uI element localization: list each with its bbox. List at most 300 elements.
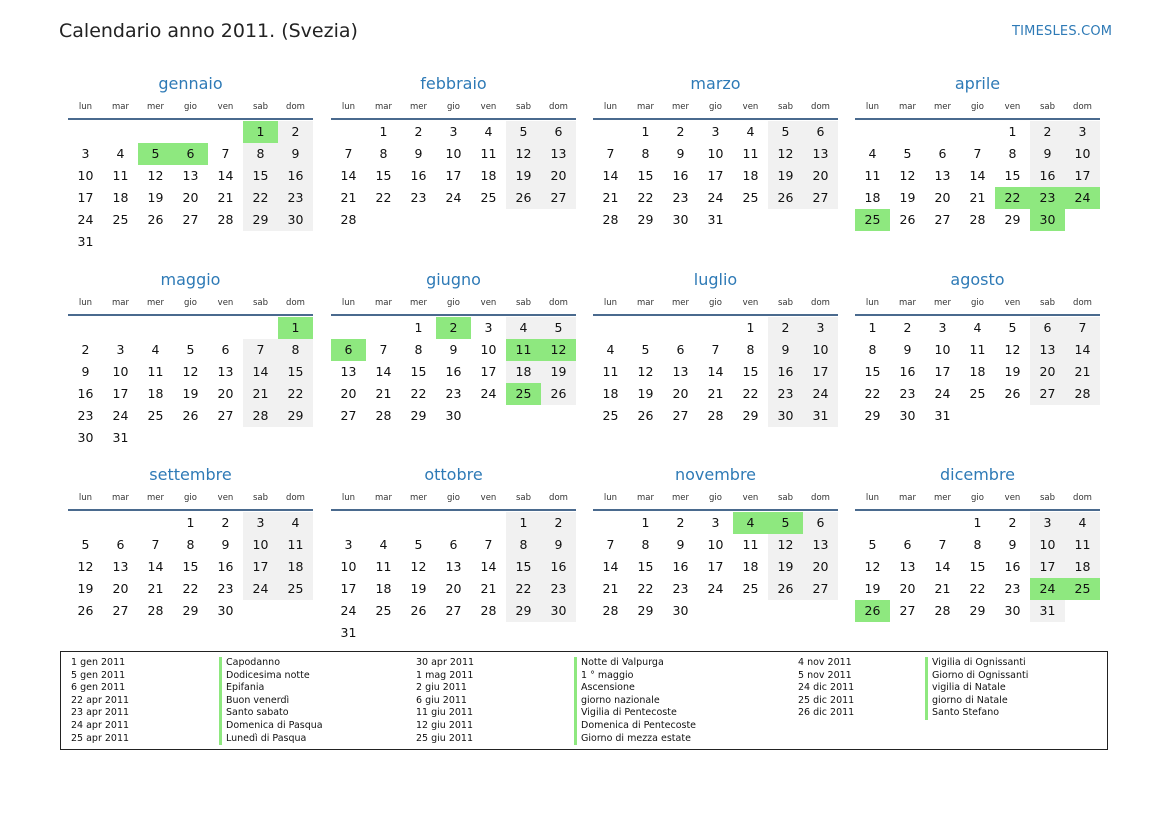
day-cell: 7 bbox=[606, 146, 615, 161]
day-cell: 29 bbox=[410, 408, 427, 423]
month-gennaio bbox=[68, 70, 313, 253]
month-name: ottobre bbox=[424, 465, 483, 484]
day-cell: 3 bbox=[81, 146, 90, 161]
weekday-label: gio bbox=[447, 493, 460, 503]
day-cell: 13 bbox=[1030, 339, 1065, 361]
day-cell: 24 bbox=[707, 581, 724, 596]
day-cell: 15 bbox=[742, 364, 759, 379]
legend-holiday-name: Domenica di Pasqua bbox=[226, 719, 323, 731]
weekday-label: ven bbox=[742, 298, 759, 308]
day-cell: 17 bbox=[707, 168, 724, 183]
day-cell: 18 bbox=[1065, 556, 1100, 578]
day-cell: 26 bbox=[182, 408, 199, 423]
day-cell: 24 bbox=[445, 190, 462, 205]
month-aprile bbox=[855, 70, 1100, 231]
day-cell: 27 bbox=[934, 212, 951, 227]
day-cell: 14 bbox=[243, 361, 278, 383]
day-cell: 29 bbox=[742, 408, 759, 423]
day-cell: 23 bbox=[672, 581, 689, 596]
day-cell: 10 bbox=[1065, 143, 1100, 165]
day-spacer bbox=[925, 512, 960, 534]
legend-date: 4 nov 2011 bbox=[798, 657, 852, 668]
day-cell: 27 bbox=[803, 578, 838, 600]
day-spacer bbox=[103, 317, 138, 339]
day-cell: 29 bbox=[182, 603, 199, 618]
day-cell: 11 bbox=[742, 146, 759, 161]
day-cell: 7 bbox=[379, 342, 388, 357]
day-cell: 23 bbox=[217, 581, 234, 596]
day-cell: 23 bbox=[541, 578, 576, 600]
day-cell: 28 bbox=[602, 603, 619, 618]
day-cell: 28 bbox=[375, 408, 392, 423]
day-cell: 16 bbox=[672, 559, 689, 574]
day-cell: 28 bbox=[243, 405, 278, 427]
day-cell: 18 bbox=[742, 559, 759, 574]
day-cell: 6 bbox=[541, 121, 576, 143]
day-cell: 22 bbox=[410, 386, 427, 401]
legend-date: 25 giu 2011 bbox=[416, 732, 473, 744]
legend-holiday-name: Giorno di mezza estate bbox=[581, 732, 691, 744]
weekday-label: lun bbox=[78, 493, 93, 503]
day-cell: 11 bbox=[742, 537, 759, 552]
legend-dates-column bbox=[416, 657, 474, 745]
weekday-label: sab bbox=[252, 298, 269, 308]
day-cell: 17 bbox=[707, 559, 724, 574]
day-cell: 14 bbox=[375, 364, 392, 379]
day-spacer bbox=[68, 317, 103, 339]
weekday-label: mer bbox=[146, 298, 164, 308]
day-cell: 26 bbox=[77, 603, 94, 618]
day-cell: 21 bbox=[217, 190, 234, 205]
holiday-day-cell: 26 bbox=[855, 600, 890, 622]
day-cell: 16 bbox=[672, 168, 689, 183]
day-cell: 2 bbox=[221, 515, 230, 530]
day-cell: 18 bbox=[375, 581, 392, 596]
day-cell: 20 bbox=[803, 556, 838, 578]
day-spacer bbox=[243, 317, 278, 339]
day-cell: 12 bbox=[1004, 342, 1021, 357]
day-cell: 16 bbox=[445, 364, 462, 379]
weekday-label: lun bbox=[341, 102, 356, 112]
day-cell: 10 bbox=[243, 534, 278, 556]
weekday-label: lun bbox=[865, 102, 880, 112]
weekday-label: mer bbox=[671, 493, 689, 503]
day-cell: 18 bbox=[506, 361, 541, 383]
day-spacer bbox=[366, 317, 401, 339]
holiday-day-cell: 30 bbox=[1030, 209, 1065, 231]
month-name: luglio bbox=[693, 270, 738, 289]
day-cell: 7 bbox=[938, 537, 947, 552]
legend-date: 24 dic 2011 bbox=[798, 682, 855, 694]
day-grid bbox=[331, 121, 576, 231]
day-spacer bbox=[331, 121, 366, 143]
day-cell: 4 bbox=[973, 320, 982, 335]
day-cell: 7 bbox=[711, 342, 720, 357]
weekday-label: dom bbox=[811, 102, 830, 112]
day-cell: 4 bbox=[606, 342, 615, 357]
day-cell: 1 bbox=[973, 515, 982, 530]
day-cell: 17 bbox=[112, 386, 129, 401]
holiday-day-cell: 2 bbox=[436, 317, 471, 339]
day-cell: 2 bbox=[676, 515, 685, 530]
day-cell: 1 bbox=[506, 512, 541, 534]
day-cell: 1 bbox=[641, 124, 650, 139]
day-cell: 10 bbox=[1030, 534, 1065, 556]
day-cell: 14 bbox=[602, 168, 619, 183]
day-cell: 10 bbox=[480, 342, 497, 357]
day-cell: 2 bbox=[1030, 121, 1065, 143]
day-spacer bbox=[173, 317, 208, 339]
day-cell: 6 bbox=[803, 121, 838, 143]
day-cell: 5 bbox=[414, 537, 423, 552]
day-cell: 7 bbox=[606, 537, 615, 552]
day-cell: 22 bbox=[182, 581, 199, 596]
day-spacer bbox=[436, 512, 471, 534]
day-cell: 23 bbox=[77, 408, 94, 423]
day-cell: 27 bbox=[541, 187, 576, 209]
day-cell: 29 bbox=[278, 405, 313, 427]
weekday-label: ven bbox=[1004, 298, 1021, 308]
page-title: Calendario anno 2011. (Svezia) bbox=[59, 20, 358, 42]
day-cell: 31 bbox=[1030, 600, 1065, 622]
day-cell: 15 bbox=[506, 556, 541, 578]
day-spacer bbox=[331, 317, 366, 339]
day-cell: 1 bbox=[186, 515, 195, 530]
day-cell: 30 bbox=[445, 408, 462, 423]
legend-date: 24 apr 2011 bbox=[71, 719, 130, 731]
day-cell: 12 bbox=[506, 143, 541, 165]
weekday-label: sab bbox=[515, 298, 532, 308]
legend-holiday-name: Domenica di Pentecoste bbox=[581, 719, 697, 731]
weekday-label: sab bbox=[777, 298, 794, 308]
day-cell: 5 bbox=[1008, 320, 1017, 335]
day-cell: 27 bbox=[182, 212, 199, 227]
day-cell: 6 bbox=[449, 537, 458, 552]
day-cell: 3 bbox=[803, 317, 838, 339]
legend-date: 26 dic 2011 bbox=[798, 707, 855, 719]
day-cell: 4 bbox=[116, 146, 125, 161]
day-cell: 2 bbox=[1008, 515, 1017, 530]
weekday-label: gio bbox=[971, 298, 984, 308]
day-cell: 19 bbox=[506, 165, 541, 187]
day-cell: 16 bbox=[768, 361, 803, 383]
weekday-label: dom bbox=[811, 493, 830, 503]
weekday-label: lun bbox=[341, 493, 356, 503]
weekday-label: lun bbox=[865, 493, 880, 503]
legend-holiday-name: Dodicesima notte bbox=[226, 669, 310, 681]
legend-holiday-name: Capodanno bbox=[226, 657, 281, 668]
day-cell: 19 bbox=[899, 190, 916, 205]
day-cell: 21 bbox=[340, 190, 357, 205]
day-cell: 13 bbox=[541, 143, 576, 165]
month-name: aprile bbox=[954, 74, 1001, 93]
day-cell: 29 bbox=[637, 212, 654, 227]
day-cell: 29 bbox=[637, 603, 654, 618]
legend-holiday-name: Ascensione bbox=[581, 682, 635, 694]
day-cell: 2 bbox=[676, 124, 685, 139]
weekday-label: lun bbox=[865, 298, 880, 308]
day-cell: 31 bbox=[340, 625, 357, 640]
brand-link[interactable]: TIMESLES.COM bbox=[1012, 24, 1113, 39]
day-cell: 19 bbox=[637, 386, 654, 401]
day-cell: 9 bbox=[449, 342, 458, 357]
weekday-label: mar bbox=[112, 298, 129, 308]
day-cell: 10 bbox=[445, 146, 462, 161]
day-spacer bbox=[628, 317, 663, 339]
day-cell: 27 bbox=[340, 408, 357, 423]
day-cell: 30 bbox=[672, 603, 689, 618]
day-grid bbox=[331, 512, 576, 644]
day-cell: 20 bbox=[1030, 361, 1065, 383]
day-cell: 18 bbox=[969, 364, 986, 379]
weekday-header bbox=[855, 493, 1100, 511]
weekday-label: lun bbox=[603, 102, 618, 112]
weekday-label: gio bbox=[184, 102, 197, 112]
day-cell: 14 bbox=[147, 559, 164, 574]
day-cell: 14 bbox=[602, 559, 619, 574]
day-cell: 14 bbox=[340, 168, 357, 183]
day-grid bbox=[855, 317, 1100, 427]
day-cell: 2 bbox=[903, 320, 912, 335]
day-cell: 5 bbox=[81, 537, 90, 552]
day-spacer bbox=[68, 121, 103, 143]
day-cell: 12 bbox=[768, 143, 803, 165]
day-grid bbox=[68, 317, 313, 449]
day-cell: 2 bbox=[278, 121, 313, 143]
day-cell: 12 bbox=[637, 364, 654, 379]
weekday-label: gio bbox=[709, 102, 722, 112]
weekday-label: gio bbox=[971, 493, 984, 503]
legend-date: 2 giu 2011 bbox=[416, 682, 467, 694]
day-cell: 4 bbox=[484, 124, 493, 139]
holiday-day-cell: 12 bbox=[541, 339, 576, 361]
day-cell: 13 bbox=[182, 168, 199, 183]
day-cell: 4 bbox=[746, 124, 755, 139]
weekday-label: mer bbox=[409, 493, 427, 503]
day-cell: 11 bbox=[1065, 534, 1100, 556]
day-cell: 28 bbox=[707, 408, 724, 423]
weekday-label: gio bbox=[709, 298, 722, 308]
day-cell: 25 bbox=[278, 578, 313, 600]
day-cell: 20 bbox=[934, 190, 951, 205]
day-spacer bbox=[401, 512, 436, 534]
day-cell: 8 bbox=[973, 537, 982, 552]
legend-date: 1 gen 2011 bbox=[71, 657, 126, 668]
day-cell: 18 bbox=[278, 556, 313, 578]
day-cell: 28 bbox=[934, 603, 951, 618]
day-cell: 30 bbox=[768, 405, 803, 427]
weekday-label: mar bbox=[899, 102, 916, 112]
day-cell: 9 bbox=[278, 143, 313, 165]
day-spacer bbox=[960, 121, 995, 143]
legend-holiday-name: vigilia di Natale bbox=[932, 682, 1006, 694]
day-cell: 23 bbox=[768, 383, 803, 405]
day-spacer bbox=[593, 512, 628, 534]
day-cell: 12 bbox=[410, 559, 427, 574]
day-spacer bbox=[208, 317, 243, 339]
day-cell: 10 bbox=[340, 559, 357, 574]
weekday-label: ven bbox=[480, 298, 497, 308]
day-cell: 13 bbox=[672, 364, 689, 379]
month-maggio bbox=[68, 266, 313, 449]
day-cell: 3 bbox=[344, 537, 353, 552]
day-cell: 21 bbox=[969, 190, 986, 205]
day-cell: 1 bbox=[746, 320, 755, 335]
weekday-label: mar bbox=[899, 493, 916, 503]
weekday-label: mar bbox=[637, 493, 654, 503]
day-cell: 18 bbox=[147, 386, 164, 401]
day-cell: 13 bbox=[340, 364, 357, 379]
day-cell: 3 bbox=[116, 342, 125, 357]
day-cell: 26 bbox=[768, 187, 803, 209]
day-cell: 16 bbox=[410, 168, 427, 183]
day-cell: 20 bbox=[899, 581, 916, 596]
month-dicembre bbox=[855, 461, 1100, 622]
day-cell: 2 bbox=[541, 512, 576, 534]
day-cell: 19 bbox=[1004, 364, 1021, 379]
day-cell: 13 bbox=[803, 143, 838, 165]
day-cell: 21 bbox=[707, 386, 724, 401]
weekday-header bbox=[331, 102, 576, 120]
day-cell: 28 bbox=[340, 212, 357, 227]
day-cell: 6 bbox=[676, 342, 685, 357]
legend-date: 25 dic 2011 bbox=[798, 694, 855, 706]
day-cell: 21 bbox=[243, 383, 278, 405]
day-cell: 3 bbox=[1065, 121, 1100, 143]
weekday-label: sab bbox=[1039, 102, 1056, 112]
weekday-label: gio bbox=[184, 298, 197, 308]
legend-holiday-name: Vigilia di Pentecoste bbox=[581, 707, 677, 719]
day-cell: 25 bbox=[112, 212, 129, 227]
day-cell: 11 bbox=[375, 559, 392, 574]
day-cell: 21 bbox=[934, 581, 951, 596]
weekday-label: dom bbox=[1073, 493, 1092, 503]
weekday-label: gio bbox=[971, 102, 984, 112]
day-cell: 9 bbox=[676, 537, 685, 552]
day-cell: 25 bbox=[742, 581, 759, 596]
day-cell: 9 bbox=[541, 534, 576, 556]
day-grid bbox=[855, 121, 1100, 231]
weekday-label: mer bbox=[933, 493, 951, 503]
day-cell: 19 bbox=[77, 581, 94, 596]
day-spacer bbox=[925, 121, 960, 143]
month-name: giugno bbox=[426, 270, 481, 289]
weekday-label: dom bbox=[811, 298, 830, 308]
day-spacer bbox=[593, 121, 628, 143]
weekday-label: dom bbox=[286, 493, 305, 503]
holiday-day-cell: 1 bbox=[243, 121, 278, 143]
day-cell: 11 bbox=[480, 146, 497, 161]
weekday-label: sab bbox=[515, 493, 532, 503]
day-cell: 25 bbox=[602, 408, 619, 423]
weekday-label: dom bbox=[549, 493, 568, 503]
day-cell: 19 bbox=[182, 386, 199, 401]
day-cell: 27 bbox=[672, 408, 689, 423]
weekday-header bbox=[855, 102, 1100, 120]
day-spacer bbox=[698, 317, 733, 339]
day-spacer bbox=[890, 512, 925, 534]
weekday-label: mar bbox=[112, 102, 129, 112]
day-cell: 14 bbox=[217, 168, 234, 183]
day-cell: 25 bbox=[742, 190, 759, 205]
day-cell: 9 bbox=[676, 146, 685, 161]
day-cell: 10 bbox=[803, 339, 838, 361]
day-cell: 15 bbox=[969, 559, 986, 574]
weekday-header bbox=[593, 298, 838, 316]
day-cell: 30 bbox=[672, 212, 689, 227]
day-cell: 17 bbox=[803, 361, 838, 383]
day-cell: 22 bbox=[637, 190, 654, 205]
day-cell: 8 bbox=[641, 537, 650, 552]
day-cell: 15 bbox=[278, 361, 313, 383]
weekday-label: dom bbox=[286, 102, 305, 112]
day-cell: 3 bbox=[449, 124, 458, 139]
day-cell: 21 bbox=[375, 386, 392, 401]
legend-date: 25 apr 2011 bbox=[71, 732, 130, 744]
day-cell: 2 bbox=[81, 342, 90, 357]
weekday-label: ven bbox=[480, 493, 497, 503]
day-cell: 8 bbox=[868, 342, 877, 357]
day-cell: 31 bbox=[112, 430, 129, 445]
day-cell: 29 bbox=[864, 408, 881, 423]
day-cell: 8 bbox=[506, 534, 541, 556]
weekday-label: dom bbox=[286, 298, 305, 308]
day-cell: 28 bbox=[217, 212, 234, 227]
holiday-day-cell: 25 bbox=[855, 209, 890, 231]
day-cell: 27 bbox=[803, 187, 838, 209]
day-cell: 19 bbox=[410, 581, 427, 596]
day-cell: 5 bbox=[541, 317, 576, 339]
day-cell: 26 bbox=[768, 578, 803, 600]
legend-holiday-name: giorno nazionale bbox=[581, 694, 660, 706]
day-cell: 25 bbox=[480, 190, 497, 205]
weekday-label: mer bbox=[933, 102, 951, 112]
day-cell: 13 bbox=[445, 559, 462, 574]
weekday-label: ven bbox=[217, 493, 234, 503]
day-cell: 27 bbox=[445, 603, 462, 618]
day-cell: 1 bbox=[379, 124, 388, 139]
weekday-label: sab bbox=[1039, 493, 1056, 503]
weekday-label: ven bbox=[217, 102, 234, 112]
weekday-header bbox=[593, 102, 838, 120]
day-cell: 27 bbox=[899, 603, 916, 618]
day-spacer bbox=[471, 512, 506, 534]
day-cell: 4 bbox=[868, 146, 877, 161]
weekday-label: mar bbox=[112, 493, 129, 503]
holiday-day-cell: 5 bbox=[138, 143, 173, 165]
day-cell: 7 bbox=[973, 146, 982, 161]
holiday-day-cell: 6 bbox=[173, 143, 208, 165]
legend-holiday-name: Santo Stefano bbox=[932, 707, 1000, 719]
weekday-label: mer bbox=[146, 493, 164, 503]
day-cell: 19 bbox=[541, 361, 576, 383]
day-grid bbox=[593, 317, 838, 427]
weekday-label: lun bbox=[78, 298, 93, 308]
day-cell: 17 bbox=[340, 581, 357, 596]
day-cell: 18 bbox=[742, 168, 759, 183]
day-cell: 15 bbox=[864, 364, 881, 379]
month-name: maggio bbox=[160, 270, 221, 289]
month-settembre bbox=[68, 461, 313, 622]
day-cell: 20 bbox=[217, 386, 234, 401]
weekday-label: sab bbox=[252, 493, 269, 503]
day-cell: 4 bbox=[151, 342, 160, 357]
day-cell: 13 bbox=[899, 559, 916, 574]
weekday-header bbox=[593, 493, 838, 511]
day-spacer bbox=[173, 121, 208, 143]
day-cell: 3 bbox=[711, 515, 720, 530]
day-grid bbox=[593, 512, 838, 622]
